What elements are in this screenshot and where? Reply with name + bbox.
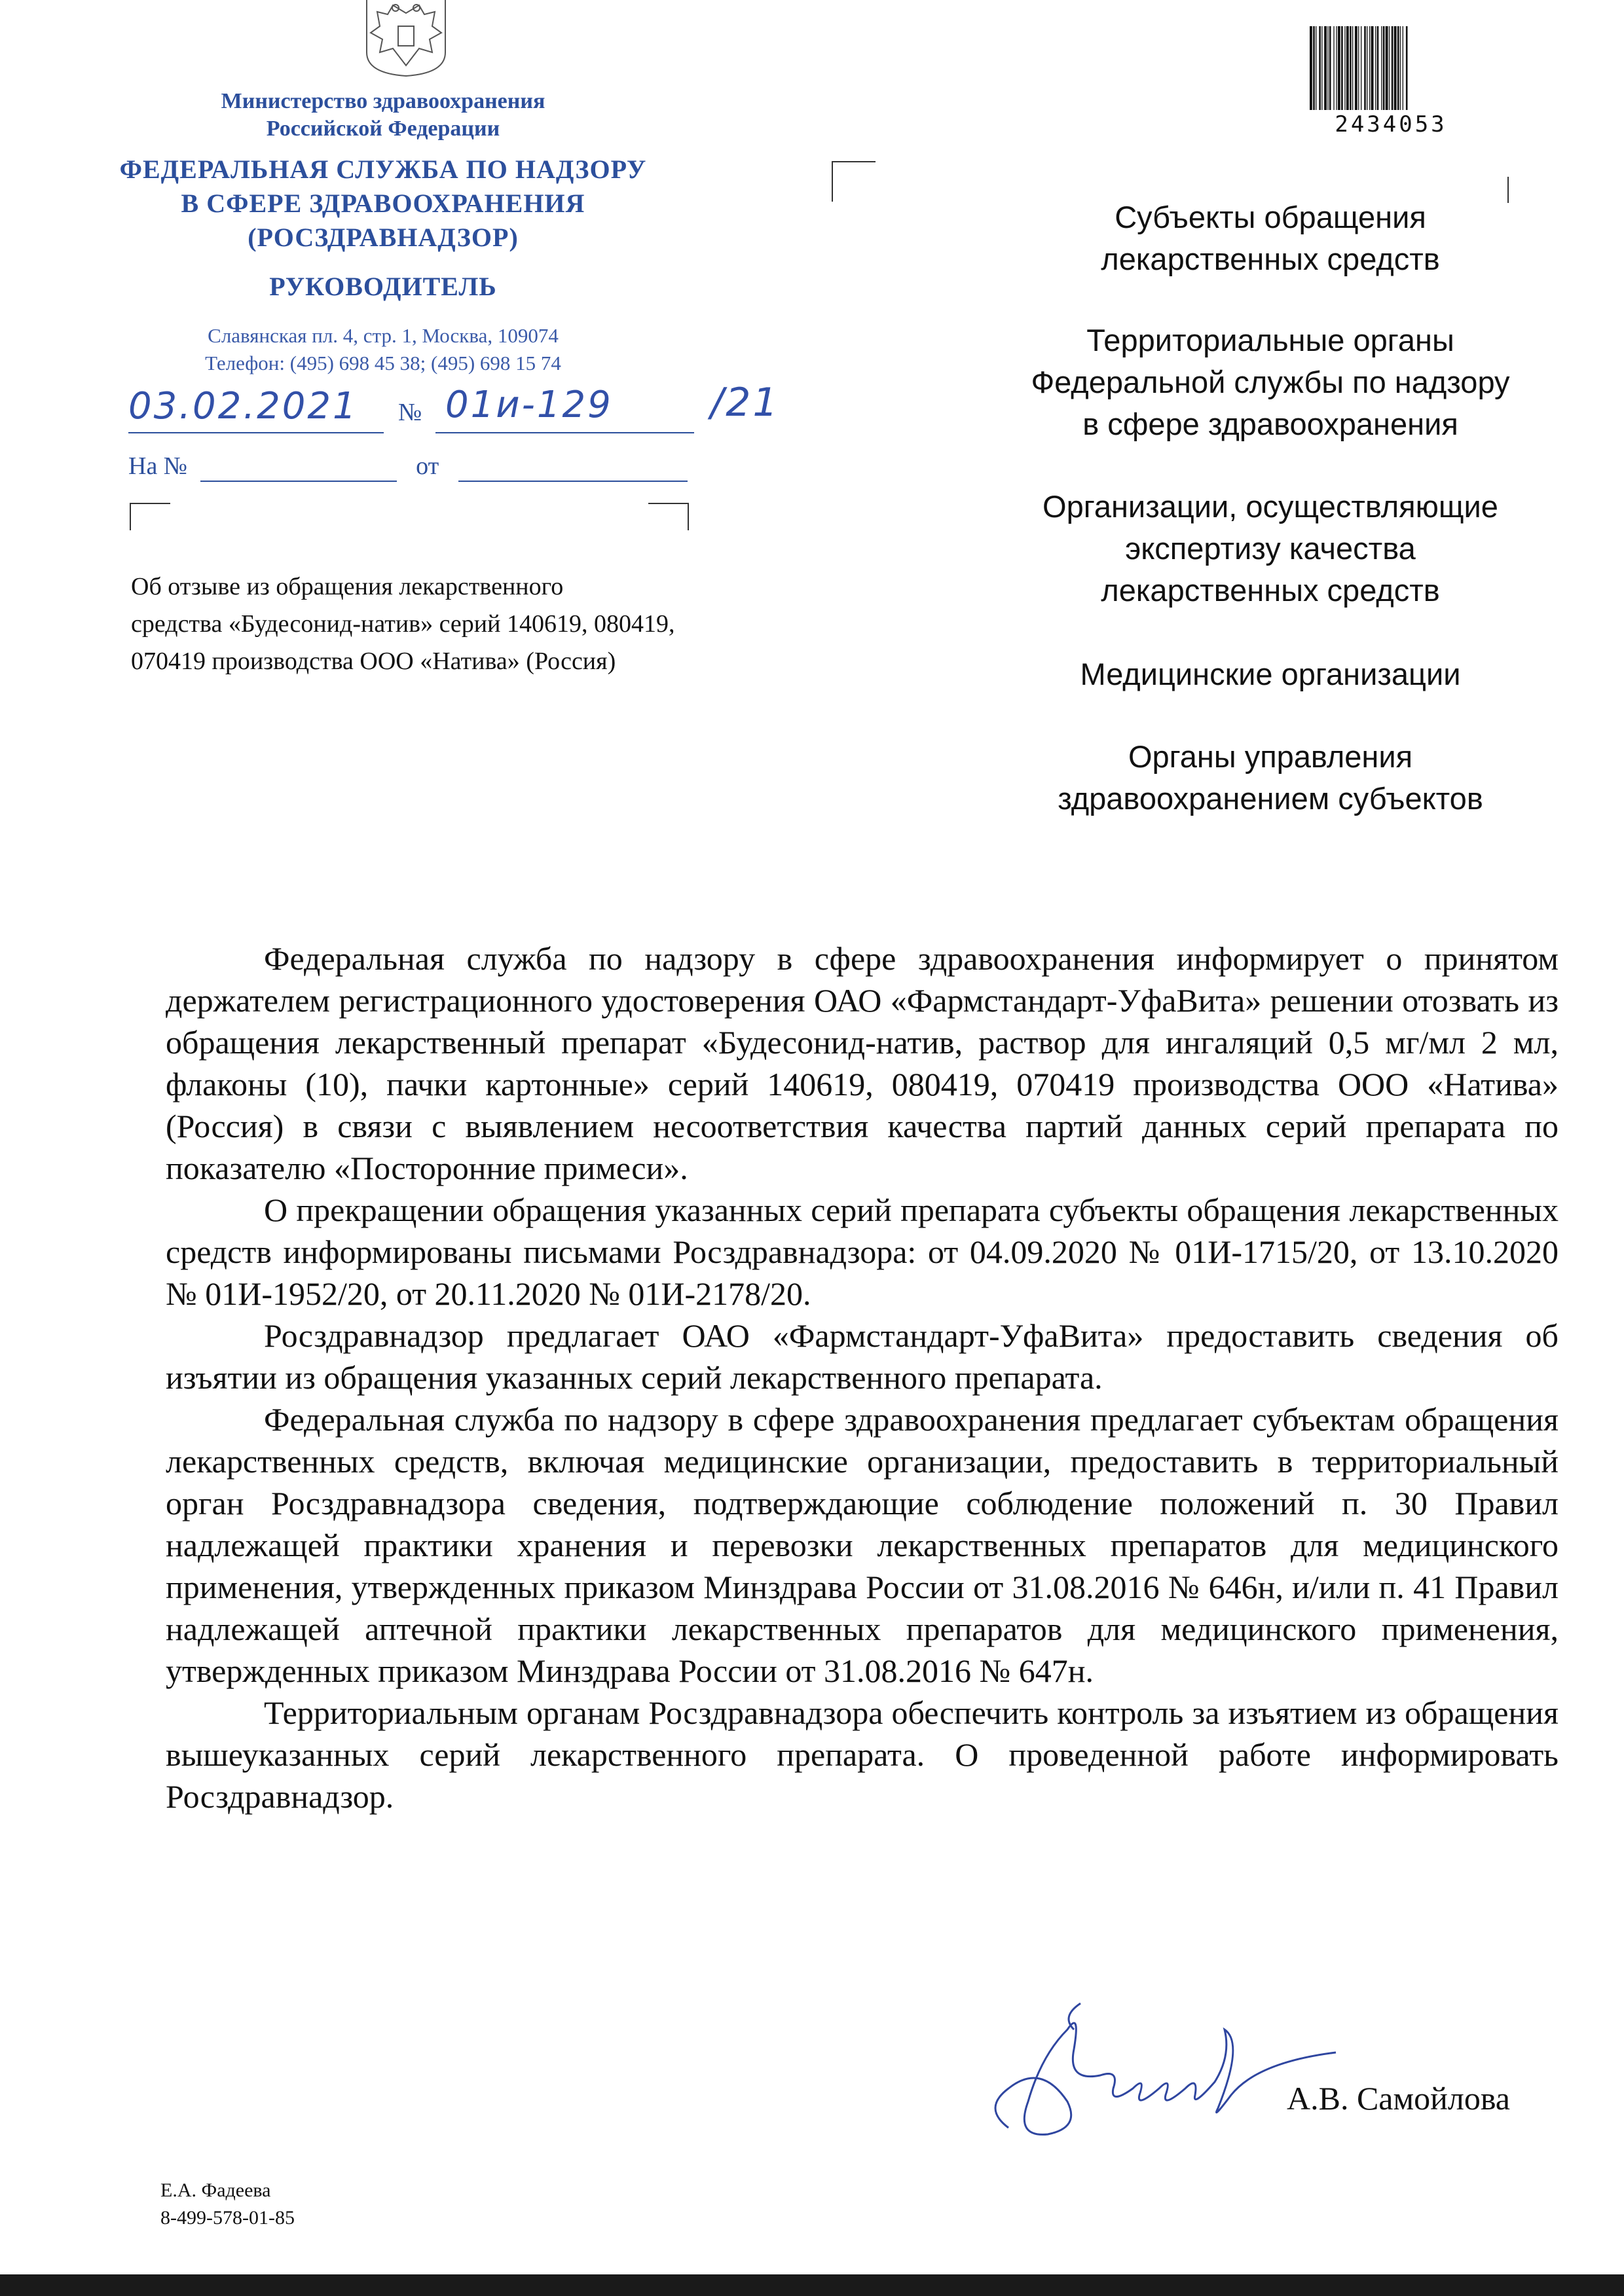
- barcode-bar: [1310, 26, 1312, 110]
- reply-date-blank: [458, 452, 688, 482]
- ministry-line-2: Российской Федерации: [266, 117, 500, 141]
- corner-mark-top-right: [648, 503, 689, 530]
- barcode-number: 2434053: [1335, 111, 1447, 137]
- reply-to-label: На №: [128, 452, 188, 480]
- recipient-1: [943, 196, 1598, 280]
- handwritten-date: 03.02.2021: [128, 385, 358, 428]
- date-underline: [128, 432, 384, 433]
- letter-body: [166, 938, 1559, 1817]
- recipient-1-line-1: Субъекты обращения: [1115, 200, 1426, 234]
- recipient-2-line-1: Территориальные органы: [1086, 323, 1454, 357]
- barcode-bar: [1319, 26, 1321, 110]
- handwritten-number-suffix: /21: [710, 380, 780, 426]
- body-paragraph-5: Территориальным органам Росздравнадзора обеспечить контроль за изъятием из обращения вышеуказанных серий лекарственного препарата. О проведенной работе информировать Росздравнадзор.: [166, 1694, 1559, 1815]
- subject-line-3: 070419 производства ООО «Натива» (Россия): [131, 647, 616, 675]
- barcode-bar: [1400, 26, 1401, 110]
- number-label: №: [398, 399, 422, 426]
- service-name: [118, 153, 648, 255]
- service-line-3: (РОСЗДРАВНАДЗОР): [248, 223, 519, 252]
- barcode-bar: [1313, 26, 1315, 110]
- recipient-5-line-1: Органы управления: [1128, 739, 1413, 774]
- recipient-1-line-2: лекарственных средств: [1101, 242, 1440, 276]
- barcode-bar: [1355, 26, 1357, 110]
- barcode-bar: [1344, 26, 1345, 110]
- reply-from-label: от: [416, 452, 439, 480]
- barcode-bar: [1324, 26, 1327, 110]
- barcode: [1308, 26, 1473, 111]
- barcode-bar: [1383, 26, 1385, 110]
- phone-line: Телефон: (495) 698 45 38; (495) 698 15 74: [205, 352, 561, 374]
- coat-of-arms-emblem: [354, 0, 458, 77]
- barcode-bar: [1394, 26, 1397, 110]
- letter-subject: [131, 568, 838, 680]
- handwritten-number: 01и-129: [445, 384, 613, 426]
- barcode-bar: [1381, 26, 1382, 110]
- barcode-bar: [1389, 26, 1390, 110]
- subject-line-2: средства «Будесонид-натив» серий 140619, 080419,: [131, 610, 675, 638]
- barcode-bar: [1327, 26, 1328, 110]
- barcode-bar: [1346, 26, 1349, 110]
- number-underline: [435, 432, 694, 433]
- position-title: РУКОВОДИТЕЛЬ: [269, 272, 497, 301]
- corner-mark-recipients-left: [832, 161, 876, 202]
- signer-name: А.В. Самойлова: [1287, 2080, 1510, 2117]
- recipient-5-line-2: здравоохранением субъектов: [1058, 781, 1483, 816]
- barcode-bar: [1350, 26, 1352, 110]
- barcode-bar: [1377, 26, 1379, 110]
- executor-name: Е.А. Фадеева: [160, 2179, 271, 2201]
- body-paragraph-2: О прекращении обращения указанных серий препарата субъекты обращения лекарственных средств информированы письмами Росздравнадзора: от 04.09.2020 № 01И-1715/20, от 13.10.2020 № 01И-1952/20, от 20.11.2020 № 01И-2178/20.: [166, 1192, 1559, 1312]
- contact-block: [118, 322, 648, 377]
- body-paragraph-3: Росздравнадзор предлагает ОАО «Фармстандарт-УфаВита» предоставить сведения об изъятии из обращения указанных серий лекарственного препарата.: [166, 1317, 1559, 1396]
- ministry-line-1: Министерство здравоохранения: [221, 89, 545, 113]
- barcode-bar: [1371, 26, 1374, 110]
- ministry-name: [118, 88, 648, 143]
- recipient-2: [943, 319, 1598, 445]
- barcode-bar: [1375, 26, 1376, 110]
- recipient-4-line-1: Медицинские организации: [1080, 657, 1461, 691]
- executor-block: [160, 2177, 295, 2232]
- barcode-bar: [1406, 26, 1408, 110]
- recipient-3: [943, 486, 1598, 611]
- barcode-bar: [1321, 26, 1322, 110]
- reply-reference-line: [128, 452, 688, 482]
- handwritten-signature: [969, 1990, 1428, 2160]
- service-line-1: ФЕДЕРАЛЬНАЯ СЛУЖБА ПО НАДЗОРУ: [119, 155, 647, 184]
- barcode-bar: [1338, 26, 1340, 110]
- barcode-bar: [1358, 26, 1359, 110]
- executor-phone: 8-499-578-01-85: [160, 2207, 295, 2229]
- barcode-bar: [1397, 26, 1399, 110]
- recipient-2-line-3: в сфере здравоохранения: [1082, 407, 1458, 441]
- recipient-4: [943, 653, 1598, 695]
- barcode-bar: [1369, 26, 1370, 110]
- corner-mark-top-left: [130, 503, 170, 530]
- barcode-bar: [1336, 26, 1337, 110]
- barcode-bar: [1333, 26, 1334, 110]
- recipient-5: [943, 736, 1598, 820]
- reply-number-blank: [200, 452, 397, 482]
- subject-line-1: Об отзыве из обращения лекарственного: [131, 573, 564, 600]
- body-paragraph-1: Федеральная служба по надзору в сфере здравоохранения информирует о принятом держателем регистрационного удостоверения ОАО «Фармстандарт-УфаВита» решении отозвать из обращения лекарственный препарат «Будесонид-натив, раствор для ингаляций 0,5 мг/мл 2 мл, флаконы (10), пачки картонные» серий 140619, 080419, 070419 производства ООО «Натива» (Россия) в связи с выявлением несоответствия качества партий данных серий препарата по показателю «Посторонние примеси».: [166, 940, 1559, 1186]
- barcode-bar: [1386, 26, 1388, 110]
- address-line: Славянская пл. 4, стр. 1, Москва, 109074: [208, 324, 559, 347]
- recipient-3-line-2: экспертизу качества: [1125, 531, 1416, 566]
- barcode-bar: [1329, 26, 1331, 110]
- recipient-3-line-3: лекарственных средств: [1101, 573, 1440, 608]
- recipient-2-line-2: Федеральной службы по надзору: [1031, 365, 1510, 399]
- scan-bottom-edge: [0, 2274, 1624, 2296]
- service-line-2: В СФЕРЕ ЗДРАВООХРАНЕНИЯ: [181, 189, 585, 218]
- barcode-bar: [1352, 26, 1353, 110]
- recipient-3-line-1: Организации, осуществляющие: [1043, 489, 1498, 524]
- barcode-bar: [1341, 26, 1343, 110]
- barcode-bar: [1392, 26, 1393, 110]
- barcode-bar: [1364, 26, 1366, 110]
- body-paragraph-4: Федеральная служба по надзору в сфере здравоохранения предлагает субъектам обращения лекарственных средств, включая медицинские организации, предоставить в территориальный орган Росздравнадзора сведения, подтверждающие соблюдение положений п. 30 Правил надлежащей практики хранения и перевозки лекарственных препаратов для медицинского применения, утвержденных приказом Минздрава России от 31.08.2016 № 646н, и/или п. 41 Правил надлежащей аптечной практики лекарственных препаратов для медицинского применения, утвержденных приказом Минздрава России от 31.08.2016 № 647н.: [166, 1401, 1559, 1689]
